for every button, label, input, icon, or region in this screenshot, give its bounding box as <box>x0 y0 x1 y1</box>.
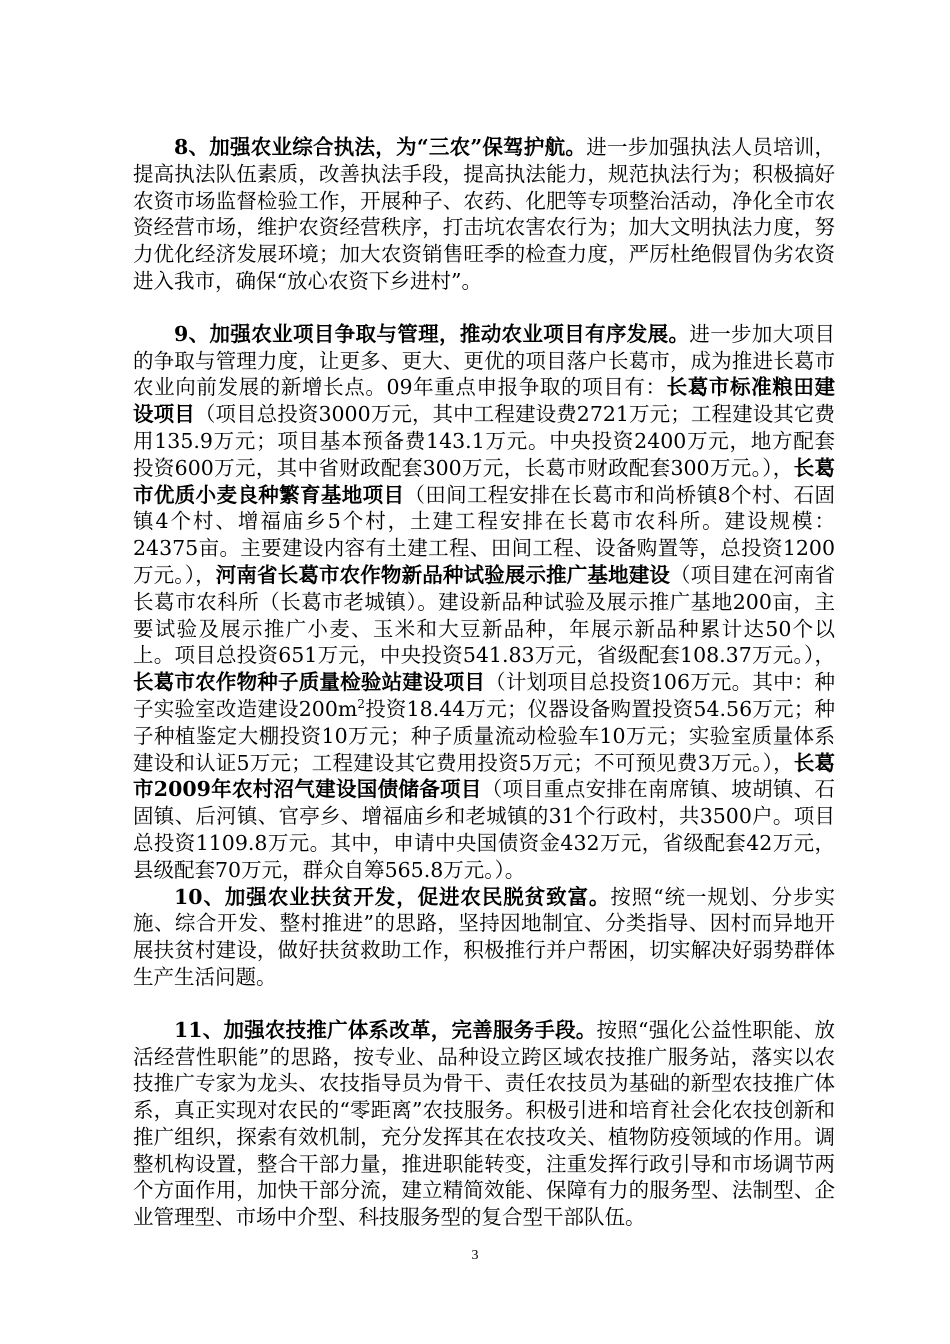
page-number: 3 <box>471 1248 479 1263</box>
project-5-detail: （项目重点安排在南席镇、坡胡镇、石固镇、后河镇、官亭乡、增福庙乡和老城镇的31个行政村，共3500户。项目总投资1109.8万元。其中，申请中央国债资金432万元，省级配套42万元，县级配套70万元，群众自筹565.8万元。）。 <box>133 777 835 882</box>
paragraph-8-heading: 8、加强农业综合执法，为“三农”保驾护航。 <box>174 135 587 159</box>
paragraph-10-heading: 10、加强农业扶贫开发，促进农民脱贫致富。 <box>174 884 611 909</box>
project-4-detail-b: 投资18.44万元；仪器设备购置投资54.56万元；种子种植鉴定大棚投资10万元；种子质量流动检验车10万元；实验室质量体系建设和认证5万元；工程建设其它费用投资5万元；不可预见费3万元。）， <box>133 696 835 775</box>
project-4-name: 长葛市农作物种子质量检验站建设项目 <box>133 670 486 695</box>
project-2-name: 长葛市优质小麦良种繁育基地项目 <box>133 455 835 507</box>
paragraph-9 <box>133 321 835 884</box>
paragraph-8 <box>133 134 835 295</box>
project-1-name: 长葛市标准粮田建设项目 <box>133 375 835 427</box>
paragraph-11 <box>133 1017 835 1231</box>
paragraph-9-heading: 9、加强农业项目争取与管理，推动农业项目有序发展。 <box>174 321 690 346</box>
project-5-name: 长葛市2009年农村沼气建设国债储备项目 <box>133 750 835 802</box>
paragraph-9-intro: 进一步加大项目的争取与管理力度，让更多、更大、更优的项目落户长葛市，成为推进长葛市农业向前发展的新增长点。09年重点申报争取的项目有： <box>133 321 836 400</box>
project-4-detail-a: （计划项目总投资106万元。其中：种子实验室改造建设200m <box>133 670 835 721</box>
project-3-name: 河南省长葛市农作物新品种试验展示推广基地建设 <box>215 562 670 587</box>
superscript-two: 2 <box>357 697 365 712</box>
document-body <box>133 134 835 1231</box>
paragraph-8-body: 进一步加强执法人员培训，提高执法队伍素质，改善执法手段，提高执法能力，规范执法行为；积极搞好农资市场监督检验工作，开展种子、农药、化肥等专项整治活动，净化全市农资经营市场，维护农资经营秩序，打击坑农害农行为；加大文明执法力度，努力优化经济发展环境；加大农资销售旺季的检查力度，严厉杜绝假冒伪劣农资进入我市，确保“放心农资下乡进村”。 <box>133 135 836 293</box>
project-3-detail: （项目建在河南省长葛市农科所（长葛市老城镇）。建设新品种试验及展示推广基地200亩，主要试验及展示推广小麦、玉米和大豆新品种，年展示新品种累计达50个以上。项目总投资651万元，中央投资541.83万元，省级配套108.37万元。）， <box>133 562 836 668</box>
paragraph-10-body: 按照“统一规划、分步实施、综合开发、整村推进”的思路，坚持因地制宜、分类指导、因村而异地开展扶贫村建设，做好扶贫救助工作，积极推行并户帮困，切实解决好弱势群体生产生活问题。 <box>133 884 836 989</box>
paragraph-11-body: 按照“强化公益性职能、放活经营性职能”的思路，按专业、品种设立跨区域农技推广服务站，落实以农技推广专家为龙头、农技指导员为骨干、责任农技员为基础的新型农技推广体系，真正实现对农民的“零距离”农技服务。积极引进和培育社会化农技创新和推广组织，探索有效机制，充分发挥其在农技攻关、植物防疫领域的作用。调整机构设置，整合干部力量，推进职能转变，注重发挥行政引导和市场调节两个方面作用，加快干部分流，建立精简效能、保障有力的服务型、法制型、企业管理型、市场中介型、科技服务型的复合型干部队伍。 <box>133 1017 836 1230</box>
project-2-detail: （田间工程安排在长葛市和尚桥镇8个村、石固镇4个村、增福庙乡5个村，土建工程安排在长葛市农科所。建设规模：24375亩。主要建设内容有土建工程、田间工程、设备购置等，总投资1200万元。）， <box>133 482 835 587</box>
project-1-detail: （项目总投资3000万元，其中工程建设费2721万元；工程建设其它费用135.9万元；项目基本预备费143.1万元。中央投资2400万元，地方配套投资600万元，其中省财政配套300万元，长葛市财政配套300万元。）， <box>133 402 836 480</box>
paragraph-11-heading: 11、加强农技推广体系改革，完善服务手段。 <box>174 1017 597 1042</box>
paragraph-10 <box>133 884 835 991</box>
